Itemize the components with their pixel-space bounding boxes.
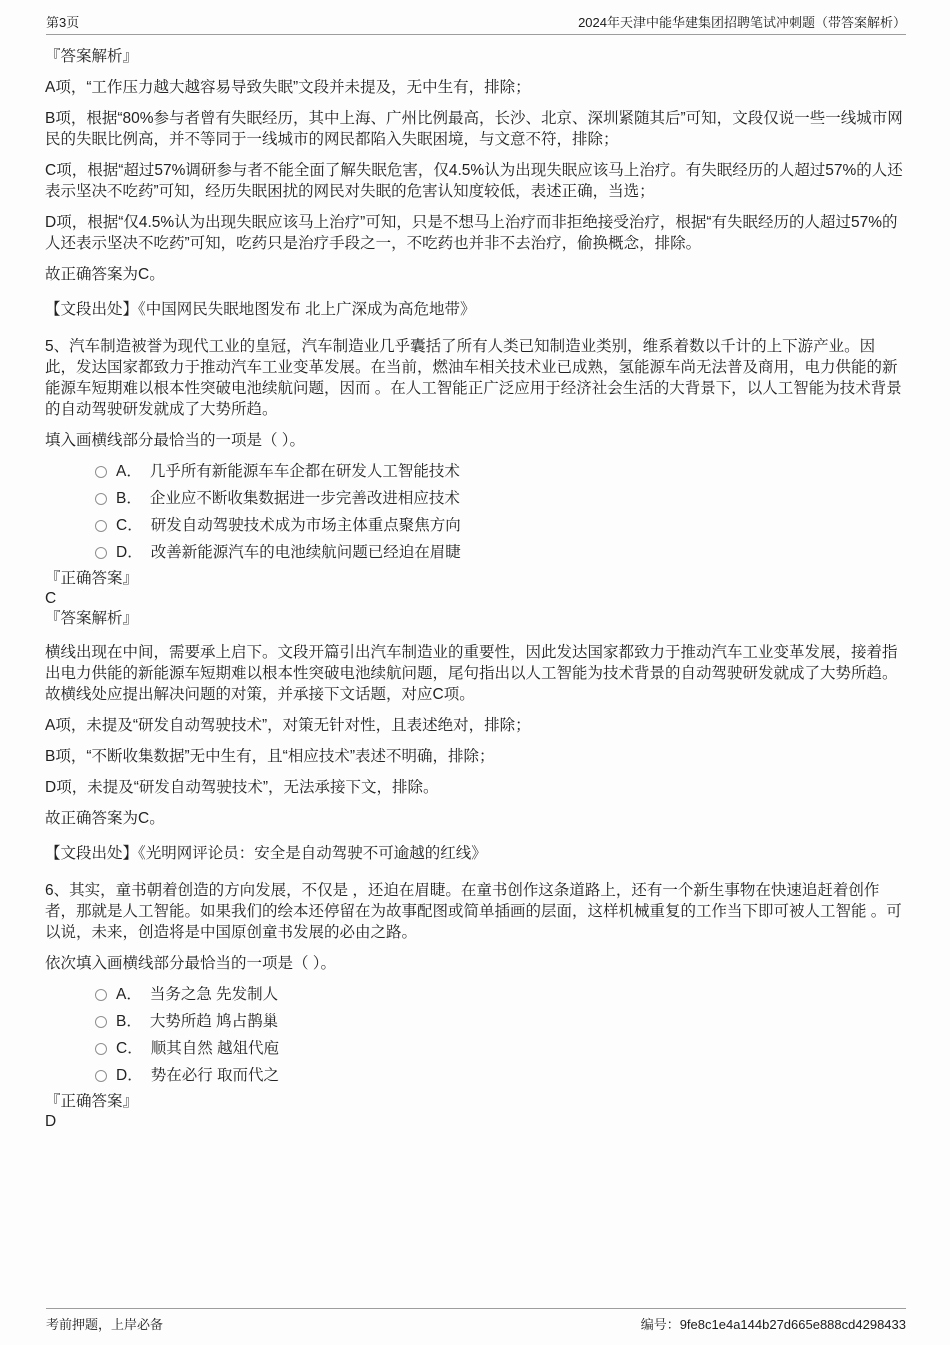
page-footer <box>46 1308 906 1333</box>
option-label: A． <box>116 986 142 1003</box>
correct-answer-label: 『正确答案』 <box>45 1093 139 1110</box>
analysis-paragraph-d: D项，根据“仅4.5%认为出现失眠应该马上治疗”可知，只是不想马上治疗而非拒绝接受治疗，根据“有失眠经历的人超过57%的人还表示坚决不吃药”可知，吃药只是治疗手段之一，不吃药也并非不去治疗，偷换概念，排除。 <box>45 214 898 252</box>
footer-slogan: 考前押题，上岸必备 <box>46 1317 164 1332</box>
correct-answer-value: D <box>45 1113 57 1130</box>
radio-button-icon[interactable] <box>95 1070 107 1082</box>
option-label: C． <box>116 517 143 534</box>
option-text: 研发自动驾驶技术成为市场主体重点聚焦方向 <box>150 517 461 534</box>
option-text: 势在必行 取而代之 <box>150 1067 280 1084</box>
option-row-a[interactable] <box>45 984 906 1005</box>
correct-answer-label: 『正确答案』 <box>45 570 139 587</box>
footer-serial: 编号：9fe8c1e4a144b27d665e888cd4298433 <box>640 1317 906 1332</box>
question-6-options <box>45 984 906 1086</box>
document-body <box>45 46 906 1145</box>
analysis-section-label: 『答案解析』 <box>45 610 139 627</box>
analysis-paragraph-d: D项，未提及“研发自动驾驶技术”，无法承接下文，排除。 <box>45 779 439 796</box>
radio-button-icon[interactable] <box>95 989 107 1001</box>
question-prompt: 依次填入画横线部分最恰当的一项是（ ）。 <box>45 955 337 972</box>
option-row-b[interactable] <box>45 1011 906 1032</box>
radio-button-icon[interactable] <box>95 493 107 505</box>
analysis-paragraph-main: 横线出现在中间，需要承上启下。文段开篇引出汽车制造业的重要性，因此发达国家都致力于推动汽车工业变革发展，接着指出电力供能的新能源车短期难以根本性突破电池续航问题，尾句指出以人工智能为技术背景的自动驾驶研发就成了大势所趋。故横线处应提出解决问题的对策，并承接下文话题，对应C项。 <box>45 644 898 703</box>
passage-source: 【文段出处】《中国网民失眠地图发布 北上广深成为高危地带》 <box>45 301 476 318</box>
analysis-paragraph-b: B项，“不断收集数据”无中生有，且“相应技术”表述不明确，排除； <box>45 748 495 765</box>
analysis-section-label: 『答案解析』 <box>45 48 139 65</box>
radio-button-icon[interactable] <box>95 547 107 559</box>
option-row-c[interactable] <box>45 515 906 536</box>
option-label: A． <box>116 463 142 480</box>
prev-question-analysis-section <box>45 46 906 320</box>
question-6-answer-block <box>45 1092 906 1132</box>
radio-button-icon[interactable] <box>95 466 107 478</box>
option-text: 企业应不断收集数据进一步完善改进相应技术 <box>149 490 460 507</box>
analysis-conclusion: 故正确答案为C。 <box>45 266 165 283</box>
radio-button-icon[interactable] <box>95 1043 107 1055</box>
question-5-answer-block <box>45 569 906 629</box>
question-prompt: 填入画横线部分最恰当的一项是（ ）。 <box>45 432 306 449</box>
option-label: B． <box>116 1013 142 1030</box>
option-row-d[interactable] <box>45 1065 906 1086</box>
question-6-section <box>45 880 906 1132</box>
analysis-paragraph-b: B项，根据“80%参与者曾有失眠经历，其中上海、广州比例最高，长沙、北京、深圳紧随其后”可知，文段仅说一些一线城市网民的失眠比例高，并不等同于一线城市的网民都陷入失眠困境，与文意不符，排除； <box>45 110 903 148</box>
option-label: C． <box>116 1040 143 1057</box>
question-stem: 6、其实，童书朝着创造的方向发展，不仅是 ，还迫在眉睫。在童书创作这条道路上，还有一个新生事物在快速追赶着创作者，那就是人工智能。如果我们的绘本还停留在为故事配图或简单插画的层面，这样机械重复的工作当下即可被人工智能 。可以说，未来，创造将是中国原创童书发展的必由之路。 <box>45 882 902 941</box>
option-label: B． <box>116 490 142 507</box>
correct-answer-value: C <box>45 590 57 607</box>
analysis-paragraph-c: C项，根据“超过57%调研参与者不能全面了解失眠危害，仅4.5%认为出现失眠应该马上治疗。有失眠经历的人超过57%的人还表示坚决不吃药”可知，经历失眠困扰的网民对失眠的危害认知度较低，表述正确，当选； <box>45 162 903 200</box>
option-text: 大势所趋 鸠占鹊巢 <box>149 1013 279 1030</box>
question-5-options <box>45 461 906 563</box>
page-number: 第3页 <box>46 15 80 30</box>
option-text: 当务之急 先发制人 <box>149 986 279 1003</box>
option-row-c[interactable] <box>45 1038 906 1059</box>
analysis-paragraph-a: A项，“工作压力越大越容易导致失眠”文段并未提及，无中生有，排除； <box>45 79 531 96</box>
page-header <box>46 12 906 35</box>
option-text: 顺其自然 越俎代庖 <box>150 1040 280 1057</box>
option-text: 几乎所有新能源车车企都在研发人工智能技术 <box>149 463 460 480</box>
option-label: D． <box>116 544 143 561</box>
option-text: 改善新能源汽车的电池续航问题已经迫在眉睫 <box>150 544 461 561</box>
option-row-a[interactable] <box>45 461 906 482</box>
radio-button-icon[interactable] <box>95 520 107 532</box>
analysis-conclusion: 故正确答案为C。 <box>45 810 165 827</box>
question-5-section <box>45 336 906 864</box>
radio-button-icon[interactable] <box>95 1016 107 1028</box>
passage-source: 【文段出处】《光明网评论员：安全是自动驾驶不可逾越的红线》 <box>45 845 487 862</box>
option-label: D． <box>116 1067 143 1084</box>
option-row-d[interactable] <box>45 542 906 563</box>
option-row-b[interactable] <box>45 488 906 509</box>
document-title: 2024年天津中能华建集团招聘笔试冲刺题（带答案解析） <box>578 15 906 30</box>
analysis-paragraph-a: A项，未提及“研发自动驾驶技术”，对策无针对性，且表述绝对，排除； <box>45 717 531 734</box>
question-stem: 5、汽车制造被誉为现代工业的皇冠，汽车制造业几乎囊括了所有人类已知制造业类别，维系着数以千计的上下游产业。因此，发达国家都致力于推动汽车工业变革发展。在当前，燃油车相关技术业已成熟，氢能源车尚无法普及商用，电力供能的新能源车短期难以根本性突破电池续航问题，因而 。在人工智能正广泛应用于经济社会生活的大背景下，以人工智能为技术背景的自动驾驶研发就成了大势所趋。 <box>45 338 902 418</box>
